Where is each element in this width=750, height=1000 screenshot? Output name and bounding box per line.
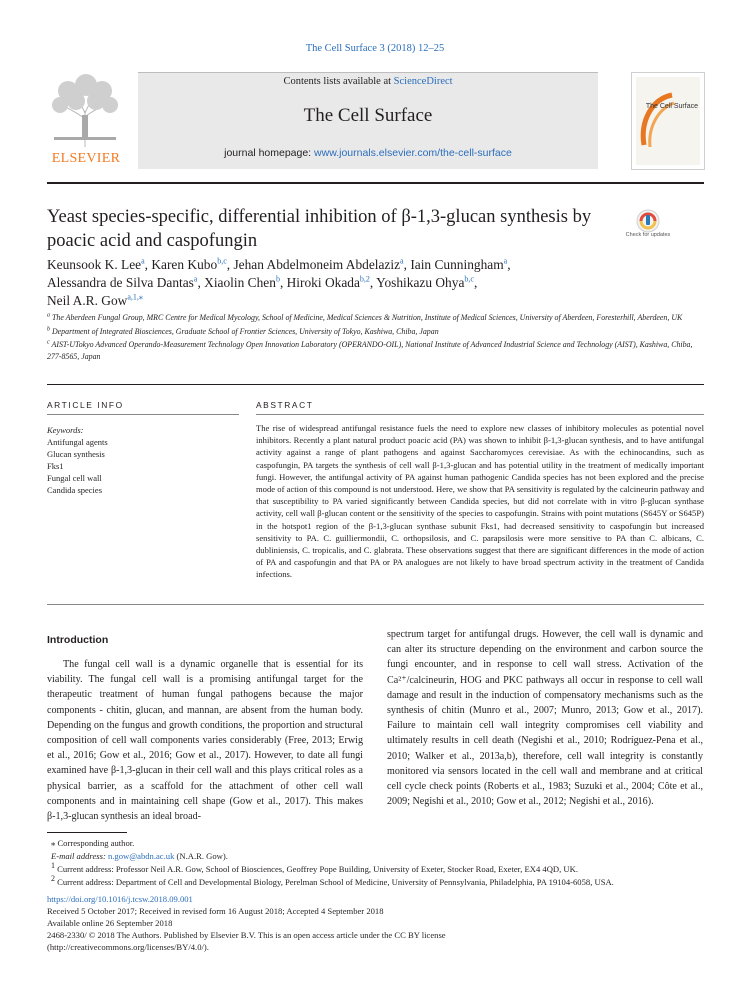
body-column-right (387, 627, 703, 809)
homepage-prefix: journal homepage: (224, 147, 315, 159)
affiliation: $^b$ Department of Integrated Biosciences, Graduate School of Frontier Sciences, University of Tokyo, Kashiwa, Chiba, Japan (47, 325, 439, 336)
keywords-block (47, 424, 237, 496)
cover-title: The Cell Surface (645, 103, 698, 110)
journal-cover-thumbnail[interactable] (631, 72, 705, 170)
author[interactable]: Keunsook K. Lee$^a$ (47, 256, 145, 272)
online-date: Available online 26 September 2018 (47, 918, 173, 928)
author[interactable]: Alessandra de Silva Dantas$^a$ (47, 274, 198, 290)
footnote-2: $^2$ Current address: Department of Cell and Developmental Biology, Perelman School of Medicine, University of Pennsylvania, Philadelphia, PA 19104-6058, USA. (51, 874, 614, 887)
elsevier-tree-icon (46, 71, 124, 149)
author-list: Keunsook K. Lee$^a$, Karen Kubo$^{b,c}$, Jehan Abdelmoneim Abdelaziz$^a$, Iain Cunningham$^a$, Alessandra de Silva Dantas$^a$, Xiaolin Chen$^b$, Hiroki Okada$^{b,2}$, Yoshikazu Ohya$^{b,c}$, Neil A.R. Gow$^{a,1,⁎}$ (47, 256, 511, 308)
body-column-left (47, 657, 363, 824)
contents-line (138, 76, 598, 87)
article-metadata (47, 893, 707, 953)
footnotes (47, 837, 707, 889)
article-info-heading: ARTICLE INFO (47, 400, 124, 410)
doi-link[interactable]: https://doi.org/10.1016/j.tcsw.2018.09.001 (47, 894, 193, 904)
email-note: E-mail address: n.gow@abdn.ac.uk (N.A.R. Gow). (51, 851, 228, 861)
journal-banner (46, 64, 706, 168)
email-link[interactable]: n.gow@abdn.ac.uk (107, 851, 175, 861)
footnote-1: $^1$ Current address: Professor Neil A.R. Gow, School of Biosciences, Geoffrey Pope Building, University of Exeter, Stocker Road, Exeter, EX4 4QD, UK. (51, 861, 578, 874)
author[interactable]: Iain Cunningham$^a$ (410, 256, 508, 272)
contents-prefix: Contents lists available at (283, 76, 394, 87)
journal-title: The Cell Surface (303, 105, 433, 126)
cover-image (636, 77, 700, 165)
article-info-rule (47, 414, 239, 415)
journal-homepage-link[interactable]: www.journals.elsevier.com/the-cell-surface (314, 147, 512, 159)
author[interactable]: Karen Kubo$^{b,c}$ (151, 256, 227, 272)
affiliation: $^c$ AIST-UTokyo Advanced Operando-Measurement Technology Open Innovation Laboratory (OPERANDO-OIL), National Institute of Advanced Industrial Science and Technology (AIST), Kashiwa, Chiba, 277-8565, Japan (47, 339, 693, 361)
homepage-line (138, 147, 598, 159)
article-history: Received 5 October 2017; Received in revised form 16 August 2018; Accepted 4 September 2018 (47, 906, 384, 916)
abstract-rule (256, 414, 704, 415)
section-rule (47, 384, 704, 385)
keyword: Fks1 (47, 461, 64, 471)
keywords-label: Keywords: (47, 425, 84, 435)
elsevier-wordmark: ELSEVIER (51, 151, 121, 166)
introduction-heading: Introduction (47, 634, 109, 646)
introduction-paragraph: The fungal cell wall is a dynamic organelle that is essential for its viability. The fungal cell wall is a promising antifungal target for the therapeutic treatment of human fungal pathogens because the major components - chitin, glucan, and mannan, are absent from the human body. Depending on the fungus and growth conditions, the proportion and structural composition of cell wall components varies considerably (Free, 2013; Erwig et al., 2016; Gow et al., 2016; Gow et al., 2017). However, to date all fungi examined have β-1,3-glucan in their cell wall and this plays critical roles as a physical barrier, as a scaffold for the attachment of other cell wall components and in maintaining cell shape (Gow et al., 2017). This makes β-1,3-glucan synthesis an ideal broad- (47, 659, 363, 823)
abstract-body: The rise of widespread antifungal resistance fuels the need to explore new classes of inhibitory molecules as potential novel inhibitors. Recently a plant natural product poacic acid (PA) was shown to inhibit β-1,3-glucan synthesis, and to have antifungal activity against a range of plant pathogens and against Saccharomyces cerevisiae. As with the echinocandins, such as caspofungin, PA targets the synthesis of cell wall β-1,3-glucan and has potential utility in the treatment of medically important fungi. However, the antifungal activity of PA against human pathogenic Candida species has not been explored and the precise mode of action of this compound is not understood. Here, we show that PA sensitivity is regulated by the calcineurin pathway and that susceptibility to PA varied significantly between Candida species, but did not correlate with in vitro β-glucan synthase activity, cell wall β-glucan content or the sensitivity of the species to caspofungin. Strains with point mutations (S645Y or S645P) in the hotspot1 region of the β-1,3-glucan synthase subunit Fks1, had decreased sensitivity to caspofungin but increased sensitivity to PA. C. guilliermondii, C. orthopsilosis, and C. parapsilosis were more sensitive to PA than C. albicans, C. dubliniensis, C. tropicalis, and C. glabrata. These observations suggest that there are significant differences in the mode of action of PA and caspofungin and that PA or PA analogues are not likely to have broad spectrum activity in the treatment of Candida infections. (256, 423, 704, 580)
author[interactable]: Jehan Abdelmoneim Abdelaziz$^a$ (233, 256, 404, 272)
introduction-paragraph-continued: spectrum target for antifungal drugs. However, the cell wall is dynamic and can alter its structure depending on the environment and carbon source the fungi encounter, and in response to cell wall stress. Activation of the Ca²⁺/calcineurin, HOG and PKC pathways all occur in response to cell wall damage and result in the induction of compensatory mechanisms such as the synthesis of chitin (Munro et al., 2007; Munro, 2013; Gow et al., 2017). Failure to maintain cell wall integrity compromises cell viability and ultimately results in cell death (Negishi et al., 2010; Rodríguez-Pena et al., 2010; Walker et al., 2013a,b), therefore, cell wall integrity is constantly monitored via sensors located in the cell wall and membrane and at critical cell cycle check points (Roberts et al., 1983; Suzuki et al., 2004; Côte et al., 2009; Negishi et al., 2010; Gow et al., 2012; Negishi et al., 2016). (387, 629, 703, 808)
author[interactable]: Neil A.R. Gow$^{a,1,⁎}$ (47, 292, 143, 308)
keyword: Candida species (47, 485, 102, 495)
header-rule (47, 182, 704, 184)
abstract-heading: ABSTRACT (256, 400, 314, 410)
journal-reference[interactable] (0, 43, 750, 54)
license-text: 2468-2330/ © 2018 The Authors. Published by Elsevier B.V. This is an open access article under the CC BY license (47, 930, 446, 940)
keyword: Antifungal agents (47, 437, 108, 447)
license-url[interactable]: (http://creativecommons.org/licenses/BY/4.0/). (47, 942, 209, 952)
cover-swirl-icon (638, 91, 678, 151)
footnote-rule (47, 832, 127, 833)
keyword: Glucan synthesis (47, 449, 105, 459)
affiliation: $^a$ The Aberdeen Fungal Group, MRC Centre for Medical Mycology, School of Medicine, Medical Sciences & Nutrition, Institute of Medical Sciences, University of Aberdeen, Foresterhill, Aberdeen, UK (47, 312, 683, 322)
journal-banner-center (138, 72, 598, 169)
author[interactable]: Xiaolin Chen$^b$ (204, 274, 280, 290)
check-updates-icon (628, 209, 668, 233)
author[interactable]: Yoshikazu Ohya$^{b,c}$ (376, 274, 474, 290)
corresponding-author-note: ⁎ Corresponding author. (51, 838, 135, 848)
check-for-updates-label: Check for updates (625, 232, 671, 238)
paper-title: Yeast species-specific, differential inhibition of β-1,3-glucan synthesis by poacic acid and caspofungin (47, 207, 592, 251)
affiliations (47, 312, 697, 364)
keyword: Fungal cell wall (47, 473, 102, 483)
journal-reference-link[interactable]: The Cell Surface 3 (2018) 12–25 (305, 43, 445, 54)
abstract-bottom-rule (47, 604, 704, 605)
sciencedirect-link[interactable]: ScienceDirect (393, 76, 453, 87)
elsevier-logo (46, 71, 124, 167)
check-for-updates-badge[interactable] (628, 209, 668, 249)
author[interactable]: Hiroki Okada$^{b,2}$ (286, 274, 370, 290)
